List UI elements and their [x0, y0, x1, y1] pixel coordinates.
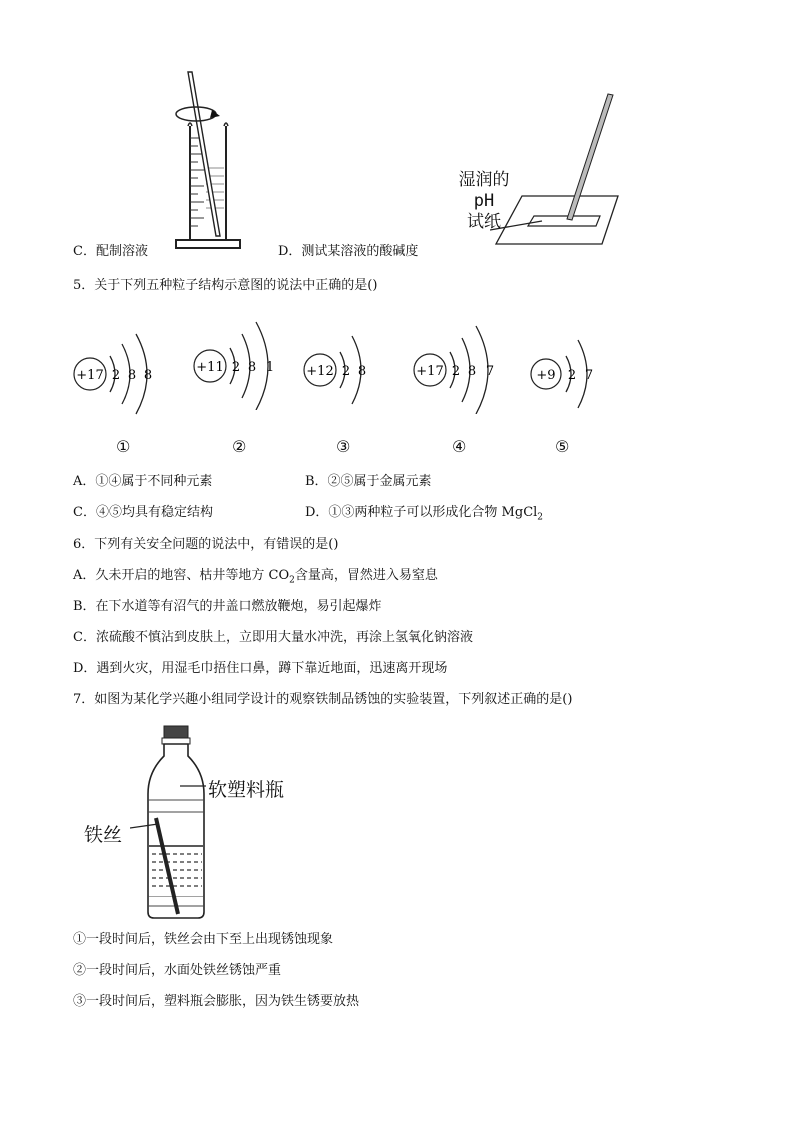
bottle-label-pointers [130, 780, 210, 830]
shell-5-1: 2 [567, 368, 577, 383]
shell-3-1: 2 [341, 364, 351, 379]
q6-option-c: C．浓硫酸不慎沾到皮肤上，立即用大量水冲洗，再涂上氢氧化钠溶液 [73, 630, 473, 645]
q5-option-b: B．②⑤属于金属元素 [305, 474, 432, 489]
shell-4-1: 2 [451, 364, 461, 379]
q7-statement-3: ③一段时间后，塑料瓶会膨胀，因为铁生锈要放热 [73, 994, 360, 1009]
particle-diagram-2 [190, 320, 290, 410]
bottle-label: 软塑料瓶 [208, 779, 285, 801]
particle-number-4: ④ [452, 437, 467, 456]
ph-label-line1: 湿润的 [458, 170, 510, 190]
nucleus-5: +9 [536, 368, 556, 383]
q5-stem: 5．关于下列五种粒子结构示意图的说法中正确的是() [73, 278, 378, 293]
shell-5-2: 7 [584, 368, 594, 383]
q6-option-b: B．在下水道等有沼气的井盖口燃放鞭炮，易引起爆炸 [73, 599, 382, 614]
shell-4-3: 7 [485, 364, 495, 379]
q7-statement-2: ②一段时间后，水面处铁丝锈蚀严重 [73, 963, 282, 978]
q6-stem: 6．下列有关安全问题的说法中，有错误的是() [73, 537, 339, 552]
particle-number-5: ⑤ [555, 437, 570, 456]
wire-label: 铁丝 [84, 824, 123, 846]
shell-2-1: 2 [231, 360, 241, 375]
shell-2-3: 1 [265, 360, 275, 375]
q7-stem: 7．如图为某化学兴趣小组同学设计的观察铁制品锈蚀的实验装置，下列叙述正确的是() [73, 692, 573, 707]
ph-label-line2: pH [473, 191, 495, 211]
nucleus-1: +17 [76, 368, 104, 383]
particle-diagram-4 [410, 324, 510, 414]
q6-option-a [73, 568, 438, 584]
particle-number-3: ③ [336, 437, 351, 456]
q5-option-d-subscript: 2 [537, 512, 544, 523]
ph-label-line3: 试纸 [467, 212, 501, 232]
shell-1-1: 2 [111, 368, 121, 383]
q5-option-c: C．④⑤均具有稳定结构 [73, 505, 213, 520]
q5-option-d-text: D．①③两种粒子可以形成化合物 MgCl [305, 505, 538, 520]
shell-4-2: 8 [467, 364, 477, 379]
q6-option-a-text: A．久未开启的地窖、枯井等地方 CO [73, 568, 290, 583]
particle-diagram-3 [300, 324, 390, 414]
q7-statement-1: ①一段时间后，铁丝会由下至上出现锈蚀现象 [73, 932, 334, 947]
particle-number-2: ② [232, 437, 247, 456]
q4-option-c: C．配制溶液 [73, 244, 148, 259]
nucleus-4: +17 [416, 364, 444, 379]
shell-1-3: 8 [143, 368, 153, 383]
q6-option-a-suffix: 含量高，冒然进入易窒息 [294, 568, 438, 583]
particle-number-1: ① [116, 437, 131, 456]
q6-option-d: D．遇到火灾，用湿毛巾捂住口鼻，蹲下靠近地面，迅速离开现场 [73, 661, 448, 676]
graduated-cylinder-figure [168, 68, 258, 253]
shell-2-2: 8 [247, 360, 257, 375]
particle-diagram-5 [526, 328, 616, 418]
q4-option-d: D．测试某溶液的酸碱度 [278, 244, 419, 259]
nucleus-2: +11 [196, 360, 224, 375]
q6-option-a-subscript: 2 [289, 575, 295, 586]
shell-1-2: 8 [127, 368, 137, 383]
nucleus-3: +12 [306, 364, 334, 379]
q5-option-d [305, 505, 543, 521]
q5-option-a: A．①④属于不同种元素 [73, 474, 213, 489]
particle-diagram-1 [70, 330, 170, 420]
ph-paper-label [452, 170, 516, 233]
shell-3-2: 8 [357, 364, 367, 379]
